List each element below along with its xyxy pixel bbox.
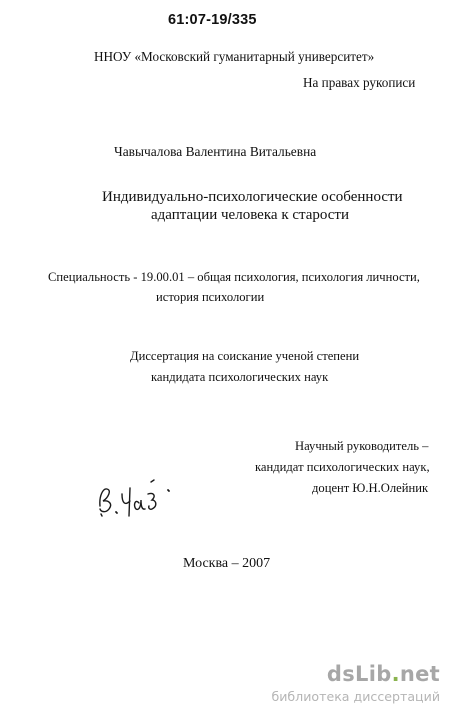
- watermark-subtitle: библиотека диссертаций: [271, 689, 440, 704]
- degree-line-2: кандидата психологических наук: [151, 370, 329, 384]
- supervisor-line-2: кандидат психологических наук,: [255, 460, 430, 474]
- university-name: ННОУ «Московский гуманитарный университет»: [94, 49, 375, 64]
- handwritten-signature: [94, 476, 180, 522]
- specialty-line-1: Специальность - 19.00.01 – общая психология, психология личности,: [48, 270, 420, 284]
- degree-line-1: Диссертация на соискание ученой степени: [130, 349, 360, 363]
- supervisor-line-1: Научный руководитель –: [295, 439, 429, 453]
- watermark-logo: [327, 662, 440, 686]
- watermark-brand-name: dsLib: [326, 662, 392, 686]
- specialty-line-2: история психологии: [156, 290, 265, 304]
- dslib-watermark: [268, 662, 448, 707]
- watermark-brand-dot: .: [391, 662, 400, 686]
- supervisor-line-3: доцент Ю.Н.Олейник: [312, 481, 429, 495]
- author-name: Чавычалова Валентина Витальевна: [114, 144, 317, 159]
- manuscript-rights-note: На правах рукописи: [303, 75, 416, 90]
- registration-code: 61:07-19/335: [168, 12, 257, 28]
- dissertation-title-line-1: Индивидуально-психологические особенности: [102, 189, 403, 205]
- watermark-brand-tld: net: [399, 662, 440, 686]
- city-and-year: Москва – 2007: [183, 556, 271, 571]
- dissertation-title-line-2: адаптации человека к старости: [151, 207, 350, 223]
